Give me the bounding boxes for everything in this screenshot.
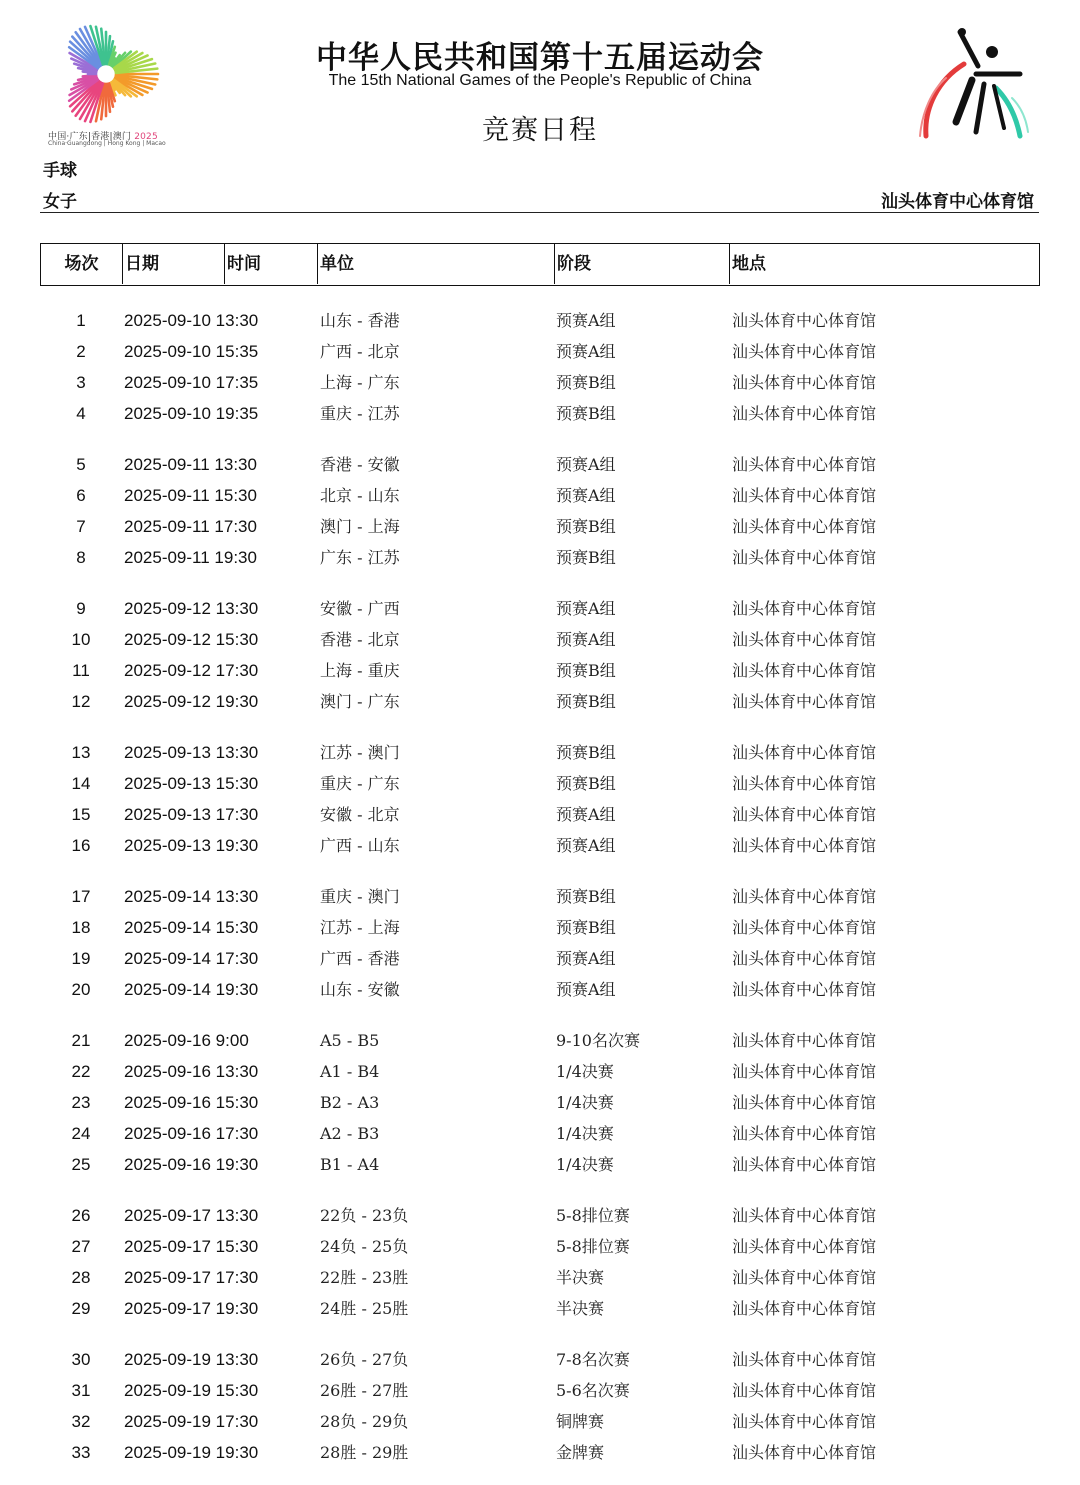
match-teams: 重庆 - 澳门 xyxy=(320,887,400,906)
table-row xyxy=(40,481,1040,511)
match-teams: A1 - B4 xyxy=(320,1062,380,1081)
match-number: 12 xyxy=(71,692,91,711)
match-number: 8 xyxy=(76,548,86,567)
match-teams: 广西 - 山东 xyxy=(320,836,400,855)
match-datetime: 2025-09-13 13:30 xyxy=(124,743,259,762)
match-venue: 汕头体育中心体育馆 xyxy=(732,1093,877,1112)
match-teams: 广东 - 江苏 xyxy=(320,548,400,567)
table-row xyxy=(40,450,1040,480)
match-number: 10 xyxy=(71,630,91,649)
match-teams: 香港 - 北京 xyxy=(320,630,400,649)
match-number: 2 xyxy=(76,342,86,361)
table-row xyxy=(40,1407,1040,1437)
match-stage: 预赛A组 xyxy=(556,599,616,618)
match-venue: 汕头体育中心体育馆 xyxy=(732,918,877,937)
match-venue: 汕头体育中心体育馆 xyxy=(732,599,877,618)
match-number: 25 xyxy=(71,1155,91,1174)
table-row xyxy=(40,306,1040,336)
match-stage: 预赛A组 xyxy=(556,342,616,361)
match-stage: 半决赛 xyxy=(556,1299,605,1318)
match-datetime: 2025-09-10 13:30 xyxy=(124,311,259,330)
match-venue: 汕头体育中心体育馆 xyxy=(732,1443,877,1462)
match-stage: 金牌赛 xyxy=(556,1443,605,1462)
column-header-unit: 单位 xyxy=(318,244,555,284)
match-stage: 预赛B组 xyxy=(556,373,616,392)
match-stage: 预赛B组 xyxy=(556,404,616,423)
match-number: 21 xyxy=(71,1031,91,1050)
match-datetime: 2025-09-12 17:30 xyxy=(124,661,259,680)
table-row xyxy=(40,368,1040,398)
match-datetime: 2025-09-19 17:30 xyxy=(124,1412,259,1431)
match-stage: 半决赛 xyxy=(556,1268,605,1287)
logo-caption-year: 2025 xyxy=(134,132,158,142)
match-number: 16 xyxy=(71,836,91,855)
table-row xyxy=(40,831,1040,861)
match-datetime: 2025-09-17 13:30 xyxy=(124,1206,259,1225)
match-venue: 汕头体育中心体育馆 xyxy=(732,517,877,536)
match-venue: 汕头体育中心体育馆 xyxy=(732,1268,877,1287)
match-venue: 汕头体育中心体育馆 xyxy=(732,455,877,474)
match-stage: 预赛B组 xyxy=(556,743,616,762)
match-stage: 预赛B组 xyxy=(556,918,616,937)
match-teams: B2 - A3 xyxy=(320,1093,380,1112)
match-number: 13 xyxy=(71,743,91,762)
match-stage: 1/4决赛 xyxy=(556,1093,614,1112)
match-datetime: 2025-09-19 19:30 xyxy=(124,1443,259,1462)
match-number: 7 xyxy=(76,517,86,536)
match-datetime: 2025-09-14 13:30 xyxy=(124,887,259,906)
match-venue: 汕头体育中心体育馆 xyxy=(732,342,877,361)
table-row xyxy=(40,543,1040,573)
match-number: 22 xyxy=(71,1062,91,1081)
match-stage: 预赛A组 xyxy=(556,949,616,968)
match-venue: 汕头体育中心体育馆 xyxy=(732,486,877,505)
table-row xyxy=(40,1201,1040,1231)
match-number: 27 xyxy=(71,1237,91,1256)
match-number: 14 xyxy=(71,774,91,793)
match-stage: 预赛B组 xyxy=(556,692,616,711)
match-stage: 预赛A组 xyxy=(556,455,616,474)
match-teams: 北京 - 山东 xyxy=(320,486,400,505)
match-venue: 汕头体育中心体育馆 xyxy=(732,1412,877,1431)
venue-label: 汕头体育中心体育馆 xyxy=(881,192,1034,212)
match-stage: 5-6名次赛 xyxy=(556,1381,630,1400)
table-row xyxy=(40,1088,1040,1118)
page-title-en: The 15th National Games of the People's Republic of China xyxy=(328,72,752,89)
match-venue: 汕头体育中心体育馆 xyxy=(732,743,877,762)
match-datetime: 2025-09-10 15:35 xyxy=(124,342,259,361)
match-stage: 1/4决赛 xyxy=(556,1155,614,1174)
match-datetime: 2025-09-19 15:30 xyxy=(124,1381,259,1400)
match-number: 9 xyxy=(76,599,86,618)
column-header-location: 地点 xyxy=(732,254,766,274)
match-venue: 汕头体育中心体育馆 xyxy=(732,373,877,392)
table-row xyxy=(40,1345,1040,1375)
match-number: 11 xyxy=(72,661,90,680)
match-teams: 安徽 - 广西 xyxy=(320,599,400,618)
match-venue: 汕头体育中心体育馆 xyxy=(732,1062,877,1081)
match-datetime: 2025-09-13 15:30 xyxy=(124,774,259,793)
match-datetime: 2025-09-16 17:30 xyxy=(124,1124,259,1143)
match-venue: 汕头体育中心体育馆 xyxy=(732,805,877,824)
column-header-date: 日期 xyxy=(123,244,225,284)
table-row xyxy=(40,625,1040,655)
sport-label: 手球 xyxy=(43,161,77,181)
column-header-time: 时间 xyxy=(225,244,318,284)
match-teams: 24胜 - 25胜 xyxy=(320,1299,409,1318)
table-row xyxy=(40,769,1040,799)
match-datetime: 2025-09-12 15:30 xyxy=(124,630,259,649)
match-teams: 广西 - 香港 xyxy=(320,949,400,968)
match-number: 3 xyxy=(76,373,86,392)
match-datetime: 2025-09-14 15:30 xyxy=(124,918,259,937)
match-teams: 28负 - 29负 xyxy=(320,1412,409,1431)
match-stage: 预赛A组 xyxy=(556,486,616,505)
match-datetime: 2025-09-11 17:30 xyxy=(124,517,257,536)
match-venue: 汕头体育中心体育馆 xyxy=(732,661,877,680)
logo-caption-en: China·Guangdong | Hong Kong | Macao xyxy=(48,140,166,147)
match-datetime: 2025-09-16 9:00 xyxy=(124,1031,249,1050)
table-row xyxy=(40,1294,1040,1324)
match-stage: 7-8名次赛 xyxy=(556,1350,630,1369)
match-venue: 汕头体育中心体育馆 xyxy=(732,1206,877,1225)
table-row xyxy=(40,1263,1040,1293)
match-venue: 汕头体育中心体育馆 xyxy=(732,630,877,649)
match-number: 23 xyxy=(71,1093,91,1112)
match-stage: 预赛B组 xyxy=(556,517,616,536)
match-number: 31 xyxy=(71,1381,91,1400)
table-row xyxy=(40,687,1040,717)
match-datetime: 2025-09-11 19:30 xyxy=(124,548,257,567)
match-number: 30 xyxy=(71,1350,91,1369)
table-row xyxy=(40,337,1040,367)
match-stage: 1/4决赛 xyxy=(556,1124,614,1143)
match-datetime: 2025-09-16 13:30 xyxy=(124,1062,259,1081)
match-teams: 香港 - 安徽 xyxy=(320,455,400,474)
match-number: 32 xyxy=(71,1412,91,1431)
match-datetime: 2025-09-17 17:30 xyxy=(124,1268,259,1287)
match-datetime: 2025-09-16 19:30 xyxy=(124,1155,259,1174)
column-header-stage: 阶段 xyxy=(555,244,730,284)
match-datetime: 2025-09-10 19:35 xyxy=(124,404,259,423)
table-row xyxy=(40,1026,1040,1056)
match-datetime: 2025-09-17 15:30 xyxy=(124,1237,259,1256)
table-row xyxy=(40,975,1040,1005)
match-datetime: 2025-09-12 13:30 xyxy=(124,599,259,618)
match-number: 26 xyxy=(71,1206,91,1225)
match-venue: 汕头体育中心体育馆 xyxy=(732,949,877,968)
table-row xyxy=(40,944,1040,974)
match-teams: 28胜 - 29胜 xyxy=(320,1443,409,1462)
column-header-match-no: 场次 xyxy=(41,244,123,284)
match-datetime: 2025-09-19 13:30 xyxy=(124,1350,259,1369)
match-stage: 预赛A组 xyxy=(556,630,616,649)
match-datetime: 2025-09-14 17:30 xyxy=(124,949,259,968)
match-stage: 铜牌赛 xyxy=(556,1412,605,1431)
match-teams: 山东 - 香港 xyxy=(320,311,400,330)
match-stage: 预赛B组 xyxy=(556,548,616,567)
match-datetime: 2025-09-14 19:30 xyxy=(124,980,259,999)
match-number: 24 xyxy=(71,1124,91,1143)
table-row xyxy=(40,800,1040,830)
match-stage: 预赛A组 xyxy=(556,805,616,824)
match-teams: 24负 - 25负 xyxy=(320,1237,409,1256)
match-stage: 预赛B组 xyxy=(556,774,616,793)
table-row xyxy=(40,882,1040,912)
match-number: 17 xyxy=(71,887,91,906)
match-datetime: 2025-09-11 15:30 xyxy=(124,486,257,505)
table-row xyxy=(40,512,1040,542)
match-teams: 江苏 - 澳门 xyxy=(320,743,400,762)
match-stage: 预赛A组 xyxy=(556,980,616,999)
match-teams: 22胜 - 23胜 xyxy=(320,1268,409,1287)
match-number: 19 xyxy=(71,949,91,968)
match-number: 28 xyxy=(71,1268,91,1287)
match-teams: 广西 - 北京 xyxy=(320,342,400,361)
match-teams: A5 - B5 xyxy=(320,1031,380,1050)
match-stage: 预赛A组 xyxy=(556,311,616,330)
match-teams: 澳门 - 广东 xyxy=(320,692,400,711)
match-datetime: 2025-09-10 17:35 xyxy=(124,373,259,392)
table-row xyxy=(40,1376,1040,1406)
table-row xyxy=(40,594,1040,624)
match-venue: 汕头体育中心体育馆 xyxy=(732,1124,877,1143)
match-datetime: 2025-09-11 13:30 xyxy=(124,455,257,474)
match-number: 1 xyxy=(76,311,86,330)
match-number: 4 xyxy=(76,404,86,423)
match-datetime: 2025-09-12 19:30 xyxy=(124,692,259,711)
match-teams: B1 - A4 xyxy=(320,1155,380,1174)
match-venue: 汕头体育中心体育馆 xyxy=(732,1350,877,1369)
match-venue: 汕头体育中心体育馆 xyxy=(732,836,877,855)
match-venue: 汕头体育中心体育馆 xyxy=(732,887,877,906)
page-title-cn: 中华人民共和国第十五届运动会 xyxy=(316,40,764,76)
match-venue: 汕头体育中心体育馆 xyxy=(732,311,877,330)
match-venue: 汕头体育中心体育馆 xyxy=(732,774,877,793)
match-datetime: 2025-09-13 19:30 xyxy=(124,836,259,855)
match-teams: 江苏 - 上海 xyxy=(320,918,400,937)
match-venue: 汕头体育中心体育馆 xyxy=(732,1381,877,1400)
match-teams: 澳门 - 上海 xyxy=(320,517,400,536)
match-venue: 汕头体育中心体育馆 xyxy=(732,1237,877,1256)
handball-pictogram-icon xyxy=(916,24,1032,144)
table-row xyxy=(40,1057,1040,1087)
table-row xyxy=(40,738,1040,768)
logo-caption-text: 中国·广东|香港|澳门 xyxy=(48,132,135,142)
match-number: 29 xyxy=(71,1299,91,1318)
match-number: 20 xyxy=(71,980,91,999)
match-stage: 1/4决赛 xyxy=(556,1062,614,1081)
table-row xyxy=(40,1119,1040,1149)
match-teams: 22负 - 23负 xyxy=(320,1206,409,1225)
match-venue: 汕头体育中心体育馆 xyxy=(732,1299,877,1318)
match-venue: 汕头体育中心体育馆 xyxy=(732,1031,877,1050)
match-number: 6 xyxy=(76,486,86,505)
match-teams: 上海 - 广东 xyxy=(320,373,400,392)
match-venue: 汕头体育中心体育馆 xyxy=(732,548,877,567)
match-datetime: 2025-09-17 19:30 xyxy=(124,1299,259,1318)
schedule-title: 竞赛日程 xyxy=(482,115,598,146)
gender-label: 女子 xyxy=(43,192,77,212)
match-stage: 预赛B组 xyxy=(556,661,616,680)
match-stage: 5-8排位赛 xyxy=(556,1237,630,1256)
match-venue: 汕头体育中心体育馆 xyxy=(732,692,877,711)
match-datetime: 2025-09-13 17:30 xyxy=(124,805,259,824)
match-teams: 26胜 - 27胜 xyxy=(320,1381,409,1400)
match-number: 18 xyxy=(71,918,91,937)
match-datetime: 2025-09-16 15:30 xyxy=(124,1093,259,1112)
match-teams: 重庆 - 江苏 xyxy=(320,404,400,423)
table-row xyxy=(40,1438,1040,1468)
match-stage: 预赛B组 xyxy=(556,887,616,906)
match-stage: 预赛A组 xyxy=(556,836,616,855)
match-number: 33 xyxy=(71,1443,91,1462)
header-divider xyxy=(40,212,1039,213)
table-row xyxy=(40,1232,1040,1262)
match-number: 15 xyxy=(71,805,91,824)
match-stage: 9-10名次赛 xyxy=(556,1031,640,1050)
table-row xyxy=(40,656,1040,686)
match-teams: 上海 - 重庆 xyxy=(320,661,400,680)
table-row xyxy=(40,1150,1040,1180)
sport-pictogram xyxy=(916,24,1032,144)
table-row xyxy=(40,913,1040,943)
match-teams: 安徽 - 北京 xyxy=(320,805,400,824)
match-teams: 山东 - 安徽 xyxy=(320,980,400,999)
match-teams: 重庆 - 广东 xyxy=(320,774,400,793)
match-stage: 5-8排位赛 xyxy=(556,1206,630,1225)
match-teams: 26负 - 27负 xyxy=(320,1350,409,1369)
match-number: 5 xyxy=(76,455,86,474)
table-row xyxy=(40,399,1040,429)
match-teams: A2 - B3 xyxy=(320,1124,380,1143)
match-venue: 汕头体育中心体育馆 xyxy=(732,404,877,423)
table-header xyxy=(40,243,1040,286)
match-venue: 汕头体育中心体育馆 xyxy=(732,980,877,999)
match-venue: 汕头体育中心体育馆 xyxy=(732,1155,877,1174)
